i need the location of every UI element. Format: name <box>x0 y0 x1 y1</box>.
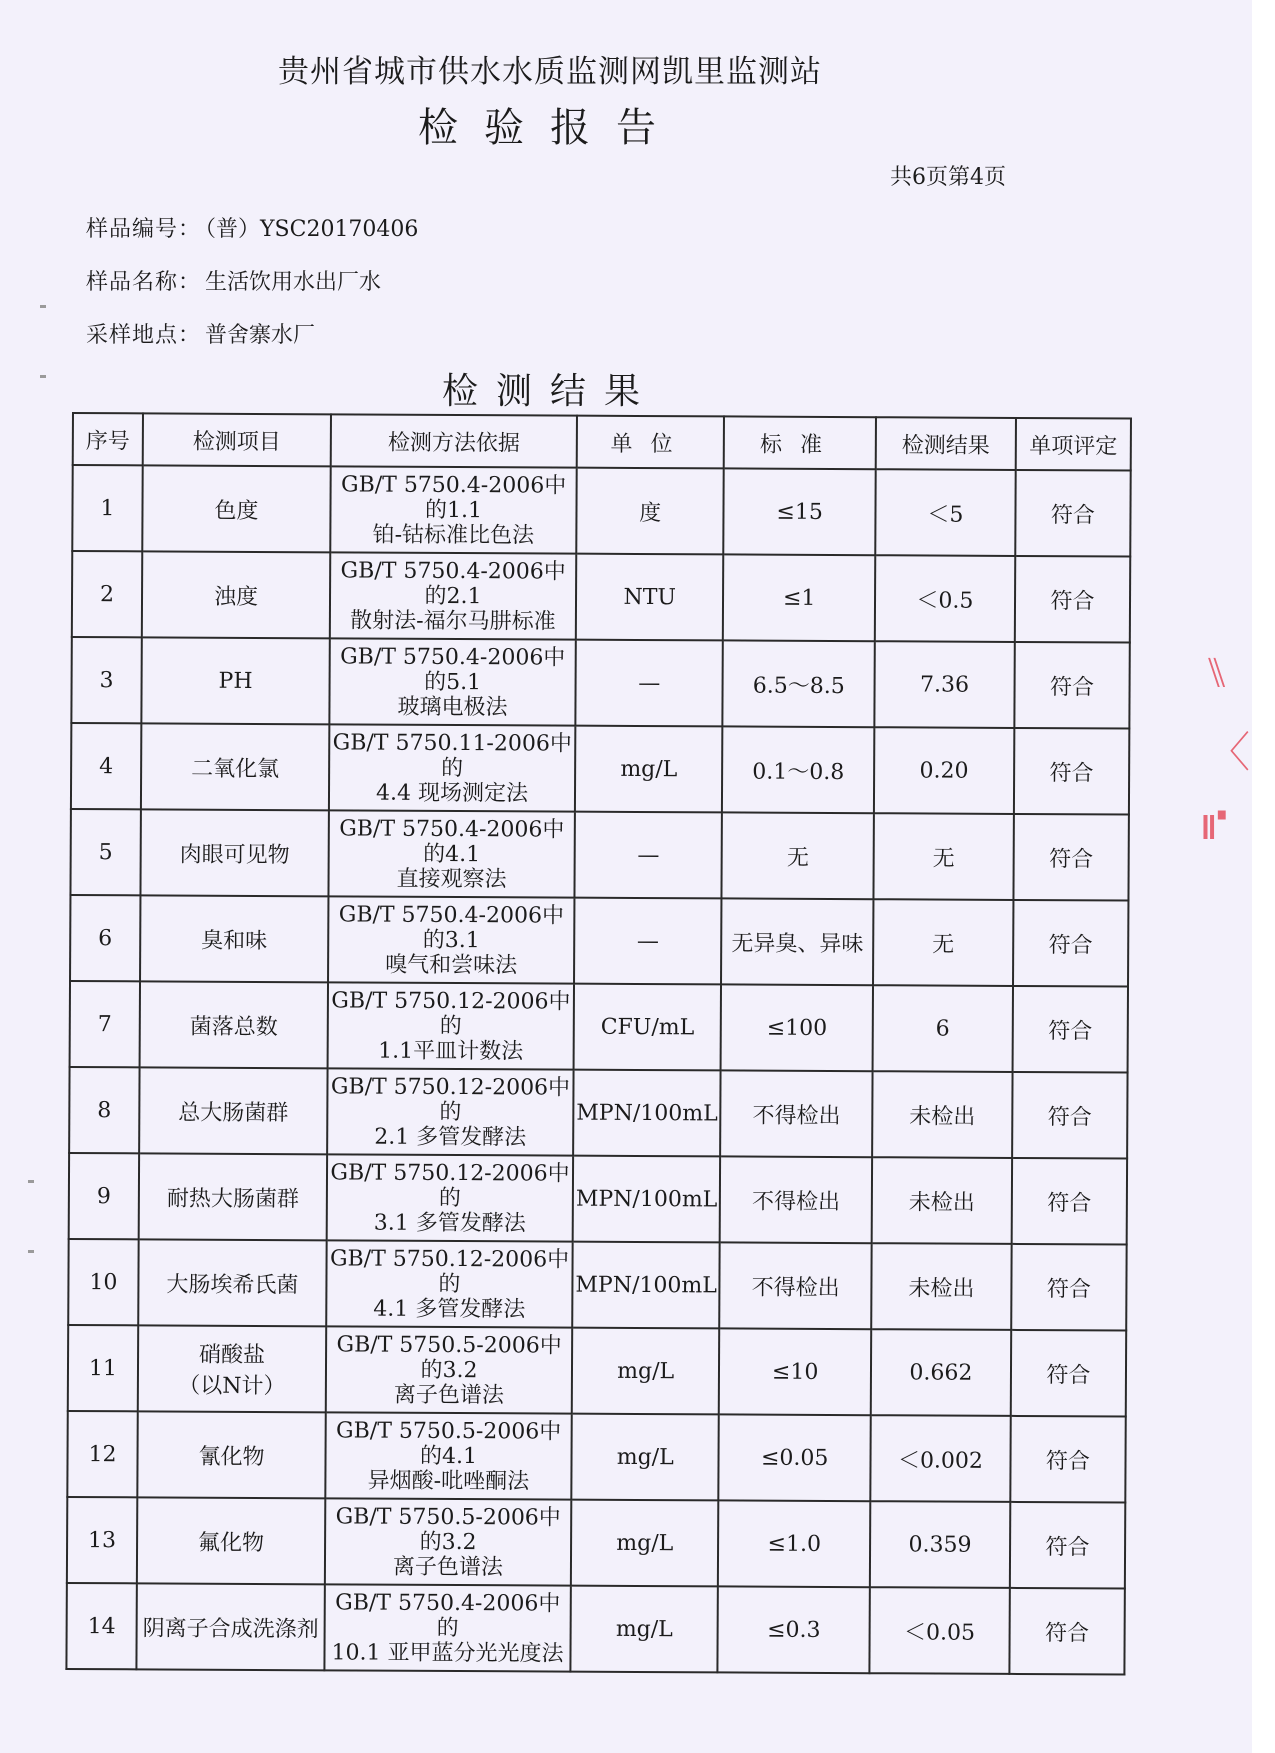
cell-method-name: 4.4 现场测定法 <box>375 780 529 806</box>
cell-method-name: 3.1 多管发酵法 <box>373 1210 526 1236</box>
cell-unit: mg/L <box>571 1414 719 1501</box>
col-header-no: 序号 <box>73 413 143 465</box>
cell-method-name: 离子色谱法 <box>393 1382 504 1408</box>
col-header-standard: 标准 <box>724 416 876 469</box>
col-header-unit: 单位 <box>577 416 725 469</box>
table-row <box>66 1583 1124 1675</box>
cell-method-name: 直接观察法 <box>396 866 507 892</box>
cell-item <box>138 1325 327 1412</box>
cell-unit: MPN/100mL <box>573 1156 721 1243</box>
cell-method <box>329 638 575 725</box>
cell-verdict: 符合 <box>1014 728 1130 815</box>
table-row <box>67 1411 1125 1503</box>
sample-name-row <box>86 265 381 296</box>
cell-unit: NTU <box>576 554 724 641</box>
cell-verdict: 符合 <box>1012 1158 1128 1245</box>
red-seal-stamp: ⑊ 〈 ⑈ <box>1202 648 1251 849</box>
cell-method-standard: GB/T 5750.12-2006中的 <box>330 1159 570 1211</box>
cell-item <box>141 637 330 724</box>
cell-item-name: 氟化物 <box>198 1530 265 1556</box>
cell-no: 9 <box>69 1153 139 1239</box>
cell-result: ＜0.05 <box>869 1587 1009 1674</box>
cell-item <box>138 1239 327 1326</box>
cell-standard: ≤1.0 <box>718 1500 870 1587</box>
document-title: 检验报告 <box>418 105 682 151</box>
cell-result: 无 <box>873 899 1013 986</box>
cell-standard: 无异臭、异味 <box>721 898 873 985</box>
cell-no: 3 <box>71 637 141 723</box>
cell-result: 无 <box>873 813 1013 900</box>
cell-result: 0.20 <box>874 727 1014 814</box>
cell-no: 8 <box>69 1067 139 1153</box>
cell-method <box>328 896 574 983</box>
cell-verdict: 符合 <box>1015 556 1131 643</box>
cell-result: 6 <box>873 985 1013 1072</box>
cell-item-name: 耐热大肠菌群 <box>166 1186 299 1212</box>
cell-unit: mg/L <box>575 726 723 813</box>
col-header-method: 检测方法依据 <box>331 414 577 467</box>
cell-standard: ≤15 <box>724 468 876 555</box>
cell-standard: ≤10 <box>719 1328 871 1415</box>
cell-method-standard: GB/T 5750.12-2006中的 <box>330 1073 571 1125</box>
cell-unit: — <box>574 812 722 899</box>
cell-result: ＜5 <box>875 469 1015 556</box>
table-row <box>68 1239 1126 1331</box>
cell-method-standard: GB/T 5750.4-2006中的1.1 <box>340 471 567 523</box>
scan-margin <box>1252 0 1275 1753</box>
cell-item-note: （以N计） <box>178 1373 286 1400</box>
cell-item <box>137 1497 326 1584</box>
cell-item <box>136 1583 325 1670</box>
cell-item-name: 肉眼可见物 <box>179 842 290 868</box>
cell-verdict: 符合 <box>1014 642 1130 729</box>
cell-no: 2 <box>72 551 142 637</box>
cell-result: ＜0.002 <box>870 1415 1010 1502</box>
cell-item-name: PH <box>218 668 253 694</box>
sample-id-label: 样品编号： <box>86 217 202 242</box>
cell-method <box>326 1326 572 1413</box>
cell-method-name: 玻璃电极法 <box>397 694 508 720</box>
cell-item-name: 菌落总数 <box>189 1014 278 1040</box>
cell-unit: MPN/100mL <box>573 1070 721 1157</box>
page-indicator: 共6页第4页 <box>890 165 1006 190</box>
sample-location-value: 普舍寨水厂 <box>205 323 316 348</box>
cell-method <box>328 982 574 1069</box>
cell-item-name: 浊度 <box>213 584 259 610</box>
cell-standard: ≤0.3 <box>718 1586 870 1673</box>
cell-standard: 无 <box>722 812 874 899</box>
cell-standard: ≤100 <box>721 984 873 1071</box>
cell-standard: ≤0.05 <box>719 1414 871 1501</box>
cell-method-standard: GB/T 5750.5-2006中的3.2 <box>336 1331 562 1383</box>
organization-title: 贵州省城市供水水质监测网凯里监测站 <box>278 54 822 90</box>
cell-method-name: 10.1 亚甲蓝分光光度法 <box>331 1639 564 1667</box>
table-header-row <box>73 413 1131 471</box>
cell-method-name: 嗅气和尝味法 <box>385 952 518 978</box>
table-row <box>72 551 1130 643</box>
cell-method-standard: GB/T 5750.12-2006中的 <box>331 987 571 1039</box>
cell-item-name: 氰化物 <box>198 1444 265 1470</box>
cell-no: 14 <box>66 1583 136 1669</box>
cell-unit: mg/L <box>571 1500 719 1587</box>
cell-verdict: 符合 <box>1012 1072 1128 1159</box>
cell-result: 7.36 <box>874 641 1014 728</box>
cell-method-standard: GB/T 5750.5-2006中的4.1 <box>336 1417 562 1469</box>
cell-method <box>330 552 576 639</box>
cell-method-name: 离子色谱法 <box>392 1554 504 1580</box>
cell-item-name: 阴离子合成洗涤剂 <box>142 1615 319 1642</box>
cell-item <box>140 809 329 896</box>
table-row <box>68 1325 1126 1417</box>
cell-item-name: 色度 <box>214 498 259 524</box>
cell-unit: — <box>574 898 722 985</box>
cell-item-name: 硝酸盐 <box>198 1342 266 1369</box>
cell-method <box>330 466 576 553</box>
punch-mark <box>28 1180 34 1183</box>
cell-method-name: 2.1 多管发酵法 <box>374 1124 527 1150</box>
sample-location-label: 采样地点： <box>86 323 202 348</box>
results-table <box>65 412 1132 1676</box>
cell-method-name: 1.1平皿计数法 <box>378 1038 524 1064</box>
cell-item <box>140 895 329 982</box>
sample-location-row <box>86 318 315 349</box>
cell-no: 6 <box>70 895 140 981</box>
cell-item-name: 二氧化氯 <box>191 756 280 782</box>
cell-item <box>142 465 331 552</box>
cell-standard: ≤1 <box>723 554 875 641</box>
cell-standard: 0.1～0.8 <box>722 726 874 813</box>
cell-item <box>142 551 331 638</box>
cell-item <box>141 723 330 810</box>
cell-method <box>329 724 575 811</box>
col-header-verdict: 单项评定 <box>1016 418 1131 471</box>
cell-no: 5 <box>70 809 140 895</box>
cell-result: 0.359 <box>870 1501 1010 1588</box>
cell-item-name: 大肠埃希氏菌 <box>166 1272 299 1298</box>
cell-verdict: 符合 <box>1010 1502 1126 1589</box>
cell-method <box>325 1498 571 1585</box>
cell-item-name: 总大肠菌群 <box>178 1100 289 1126</box>
cell-no: 7 <box>70 981 140 1067</box>
cell-method-standard: GB/T 5750.4-2006中的3.1 <box>338 901 565 953</box>
cell-standard: 不得检出 <box>720 1156 872 1243</box>
table-row <box>69 1067 1127 1159</box>
cell-no: 4 <box>71 723 141 809</box>
cell-result: 未检出 <box>872 1157 1012 1244</box>
cell-verdict: 符合 <box>1013 900 1129 987</box>
cell-method <box>324 1584 570 1671</box>
cell-method-name: 散射法-福尔马肼标准 <box>350 607 556 635</box>
table-row <box>67 1497 1125 1589</box>
results-title: 检测结果 <box>441 371 658 412</box>
cell-unit: CFU/mL <box>574 984 722 1071</box>
cell-method <box>325 1412 571 1499</box>
table-row <box>70 809 1128 901</box>
cell-item <box>140 981 329 1068</box>
cell-verdict: 符合 <box>1012 986 1128 1073</box>
cell-verdict: 符合 <box>1013 814 1129 901</box>
cell-result: 0.662 <box>871 1329 1011 1416</box>
cell-unit: MPN/100mL <box>572 1242 720 1329</box>
table-row <box>70 981 1128 1073</box>
cell-method <box>329 810 575 897</box>
cell-no: 10 <box>68 1239 138 1325</box>
cell-unit: mg/L <box>570 1586 718 1673</box>
cell-result: 未检出 <box>872 1071 1012 1158</box>
cell-verdict: 符合 <box>1015 470 1131 557</box>
sample-name-value: 生活饮用水出厂水 <box>205 270 382 295</box>
cell-item <box>139 1067 328 1154</box>
cell-result: ＜0.5 <box>875 555 1015 642</box>
cell-unit: 度 <box>576 468 724 555</box>
cell-item <box>139 1153 328 1240</box>
cell-unit: mg/L <box>572 1328 720 1415</box>
cell-verdict: 符合 <box>1011 1330 1127 1417</box>
cell-method-standard: GB/T 5750.4-2006中的2.1 <box>340 557 566 609</box>
cell-verdict: 符合 <box>1011 1244 1127 1331</box>
cell-method-standard: GB/T 5750.4-2006中的5.1 <box>340 643 566 695</box>
cell-item <box>137 1411 326 1498</box>
cell-method-standard: GB/T 5750.11-2006中的 <box>332 729 572 781</box>
cell-no: 1 <box>72 465 142 551</box>
cell-no: 11 <box>68 1325 138 1411</box>
col-header-item: 检测项目 <box>143 413 331 466</box>
sample-id-value: （普）YSC20170406 <box>205 217 419 242</box>
table-row <box>69 1153 1127 1245</box>
sample-name-label: 样品名称： <box>86 270 202 295</box>
cell-verdict: 符合 <box>1010 1416 1126 1503</box>
cell-method-standard: GB/T 5750.4-2006中的 <box>335 1589 561 1641</box>
table-row <box>71 637 1129 729</box>
table-row <box>72 465 1130 557</box>
cell-method-standard: GB/T 5750.5-2006中的3.2 <box>335 1503 561 1555</box>
cell-standard: 不得检出 <box>721 1070 873 1157</box>
cell-method <box>327 1154 573 1241</box>
cell-item-name: 臭和味 <box>201 928 268 954</box>
cell-no: 13 <box>67 1497 137 1583</box>
cell-method-name: 铂-钴标准比色法 <box>372 522 535 548</box>
cell-standard: 不得检出 <box>720 1242 872 1329</box>
cell-method-name: 异烟酸-吡唑酮法 <box>367 1468 530 1494</box>
table-row <box>71 723 1129 815</box>
col-header-result: 检测结果 <box>876 417 1016 470</box>
cell-method-standard: GB/T 5750.12-2006中的 <box>329 1245 570 1297</box>
cell-result: 未检出 <box>871 1243 1011 1330</box>
sample-id-row <box>86 212 418 243</box>
cell-unit: — <box>575 640 723 727</box>
cell-method-standard: GB/T 5750.4-2006中的4.1 <box>339 815 565 867</box>
cell-no: 12 <box>67 1411 137 1497</box>
cell-verdict: 符合 <box>1009 1588 1125 1675</box>
table-row <box>70 895 1128 987</box>
cell-method <box>327 1068 573 1155</box>
punch-mark <box>28 1250 34 1253</box>
cell-method <box>326 1240 572 1327</box>
punch-mark <box>40 305 46 308</box>
cell-standard: 6.5～8.5 <box>723 640 875 727</box>
cell-method-name: 4.1 多管发酵法 <box>373 1296 526 1322</box>
